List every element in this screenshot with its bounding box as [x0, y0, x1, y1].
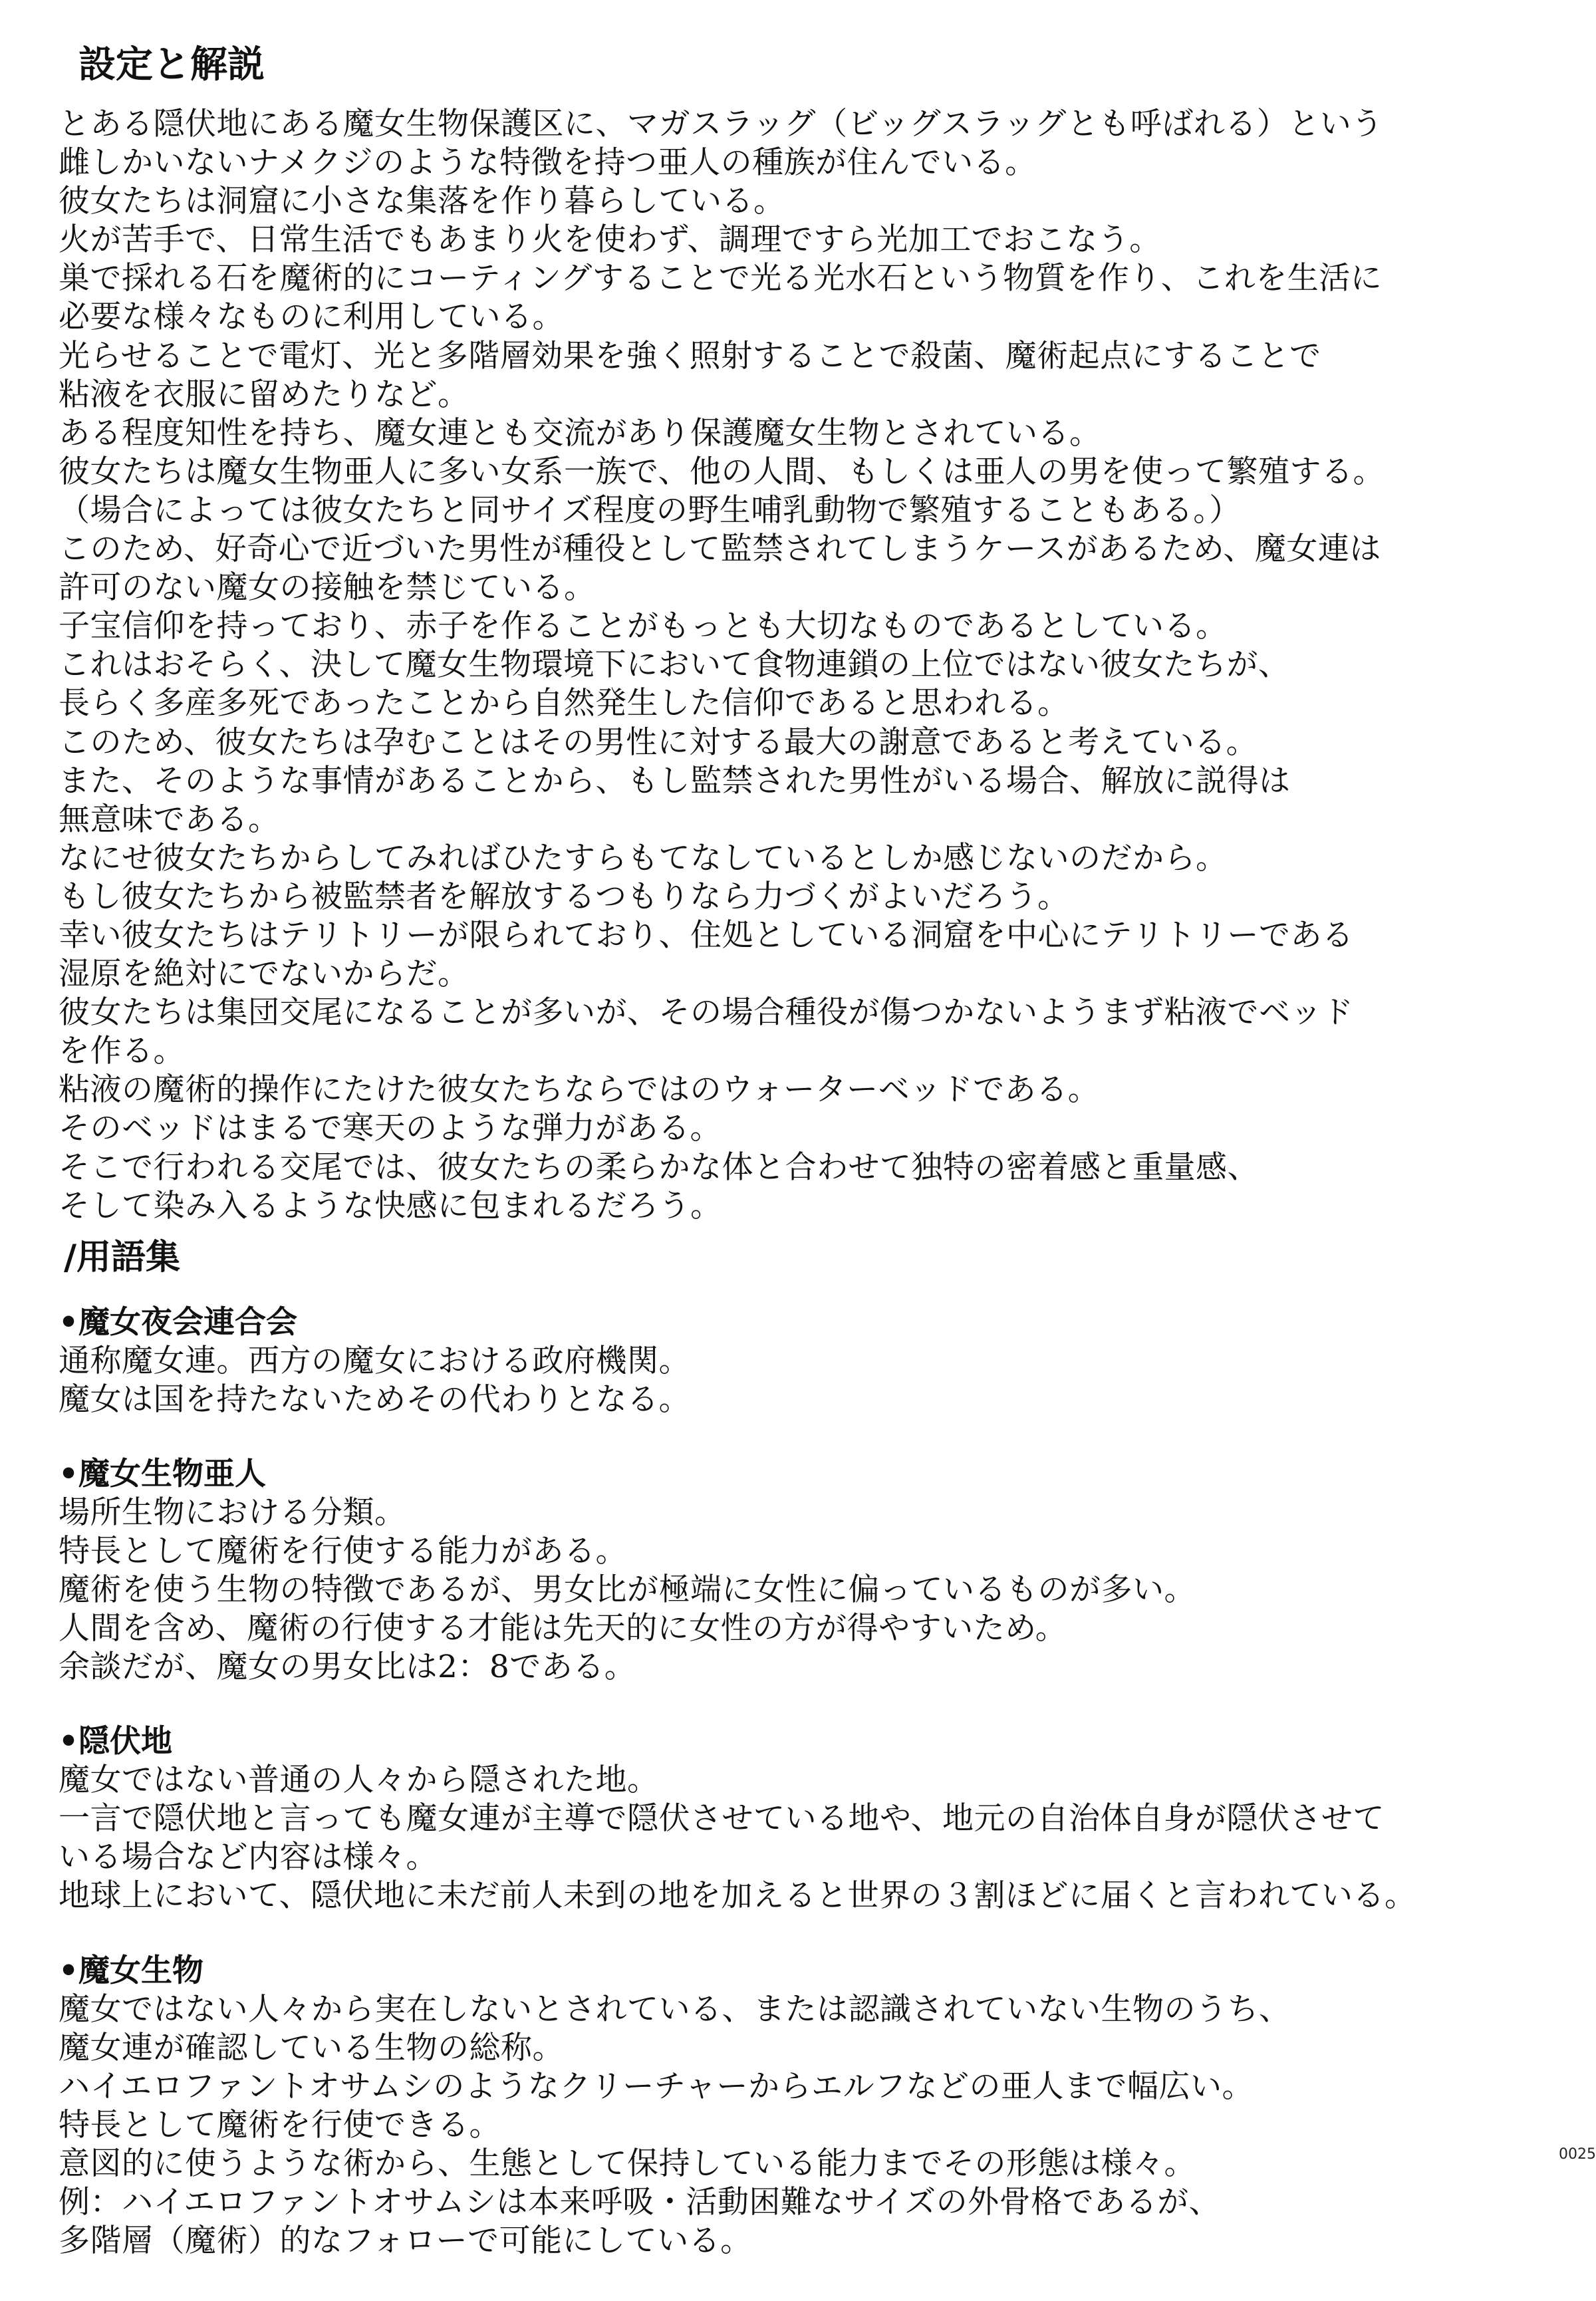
intro-line: 許可のない魔女の接触を禁じている。 [59, 569, 596, 607]
intro-line: 雌しかいないナメクジのような特徴を持つ亜人の種族が住んでいる。 [59, 144, 1037, 182]
intro-line: ある程度知性を持ち、魔女連とも交流があり保護魔女生物とされている。 [59, 414, 1101, 452]
page-heading: 設定と解説 [78, 43, 265, 86]
glossary-line: ハイエロファントオサムシのようなクリーチャーからエルフなどの亜人まで幅広い。 [59, 2068, 1254, 2105]
glossary-term-title: •魔女生物亜人 [59, 1456, 267, 1492]
glossary-line: 魔女は国を持たないためその代わりとなる。 [59, 1381, 690, 1418]
intro-line: このため、彼女たちは孕むことはその男性に対する最大の謝意であると考えている。 [59, 724, 1258, 761]
intro-line: もし彼女たちから被監禁者を解放するつもりなら力づくがよいだろう。 [59, 878, 1069, 915]
intro-line: 粘液の魔術的操作にたけた彼女たちならではのウォーターベッドである。 [59, 1071, 1100, 1109]
intro-text [59, 105, 1385, 1226]
glossary-line: 多階層（魔術）的なフォローで可能にしている。 [59, 2223, 752, 2259]
intro-line: （場合によっては彼女たちと同サイズ程度の野生哺乳動物で繁殖することもある。） [59, 491, 1241, 529]
glossary-line: 魔術を使う生物の特徴であるが、男女比が極端に女性に偏っているものが多い。 [59, 1571, 1196, 1608]
glossary-term-body [59, 1761, 1416, 1915]
intro-line: 彼女たちは集団交尾になることが多いが、その場合種役が傷つかないようまず粘液でベッド [59, 994, 1354, 1031]
glossary-term-title: •魔女夜会連合会 [59, 1304, 298, 1341]
glossary-line: 人間を含め、魔術の行使する才能は先天的に女性の方が得やすいため。 [59, 1610, 1067, 1647]
glossary-term [59, 1455, 1196, 1687]
page-number: 0025 [1559, 2146, 1596, 2163]
intro-line: を作る。 [59, 1033, 185, 1070]
intro-line: 長らく多産多死であったことから自然発生した信仰であると思われる。 [59, 685, 1069, 722]
intro-line: また、そのような事情があることから、もし監禁された男性がいる場合、解放に説得は [59, 762, 1291, 799]
intro-line: 光らせることで電灯、光と多階層効果を強く照射することで殺菌、魔術起点にすることで [59, 337, 1321, 374]
intro-line: とある隠伏地にある魔女生物保護区に、マガスラッグ（ビッグスラッグとも呼ばれる）という [59, 106, 1383, 142]
intro-line: 幸い彼女たちはテリトリーが限られており、住処としている洞窟を中心にテリトリーである [59, 916, 1354, 954]
glossary-term-body [59, 1990, 1291, 2260]
glossary-term-body [59, 1494, 1196, 1687]
intro-line: 粘液を衣服に留めたりなど。 [59, 376, 469, 413]
intro-line: 彼女たちは洞窟に小さな集落を作り暮らしている。 [59, 183, 785, 220]
intro-line: このため、好奇心で近づいた男性が種役として監禁されてしまうケースがあるため、魔女連は [59, 531, 1381, 568]
intro-line: 彼女たちは魔女生物亜人に多い女系一族で、他の人間、もしくは亜人の男を使って繁殖する。 [59, 453, 1385, 490]
glossary-line: 特長として魔術を行使する能力がある。 [59, 1533, 627, 1569]
glossary-line: 一言で隠伏地と言っても魔女連が主導で隠伏させている地や、地元の自治体自身が隠伏させて [59, 1800, 1385, 1837]
intro-line: 火が苦手で、日常生活でもあまり火を使わず、調理ですら光加工でおこなう。 [59, 221, 1161, 259]
glossary-line: 特長として魔術を行使できる。 [59, 2107, 501, 2143]
glossary-line: 通称魔女連。西方の魔女における政府機関。 [59, 1343, 690, 1379]
glossary-term-title: •隠伏地 [59, 1723, 173, 1760]
glossary-term-title: •魔女生物 [59, 1953, 204, 1989]
glossary-term [59, 1303, 690, 1419]
intro-line: なにせ彼女たちからしてみればひたすらもてなしているとしか感じないのだから。 [59, 839, 1228, 877]
glossary-line: 場所生物における分類。 [59, 1494, 406, 1531]
glossary-term [59, 1722, 1416, 1915]
glossary-line: 魔女ではない人々から実在しないとされている、または認識されていない生物のうち、 [59, 1991, 1291, 2028]
glossary-line: 余談だが、魔女の男女比は2：8である。 [59, 1649, 636, 1685]
intro-line: 湿原を絶対にでないからだ。 [59, 956, 469, 993]
glossary-line: 意図的に使うような術から、生態として保持している能力までその形態は様々。 [59, 2145, 1196, 2182]
glossary-term [59, 1952, 1291, 2260]
intro-line: 子宝信仰を持っており、赤子を作ることがもっとも大切なものであるとしている。 [59, 608, 1228, 645]
intro-line: 巣で採れる石を魔術的にコーティングすることで光る光水石という物質を作り、これを生活に [59, 260, 1383, 297]
intro-line: そして染み入るような快感に包まれるだろう。 [59, 1187, 722, 1224]
glossary-line: 魔女連が確認している生物の総称。 [59, 2030, 564, 2066]
glossary-heading: /用語集 [64, 1238, 180, 1278]
glossary-line: いる場合など内容は様々。 [59, 1839, 438, 1875]
intro-line: 必要な様々なものに利用している。 [59, 299, 564, 336]
intro-line: そこで行われる交尾では、彼女たちの柔らかな体と合わせて独特の密着感と重量感、 [59, 1149, 1259, 1186]
glossary-line: 魔女ではない普通の人々から隠された地。 [59, 1762, 659, 1798]
glossary-line: 例：ハイエロファントオサムシは本来呼吸・活動困難なサイズの外骨格であるが、 [59, 2184, 1221, 2221]
intro-line: 無意味である。 [59, 801, 280, 838]
glossary-line: 地球上において、隠伏地に未だ前人未到の地を加えると世界の３割ほどに届くと言われている。 [59, 1877, 1416, 1914]
intro-line: そのベッドはまるで寒天のような弾力がある。 [59, 1110, 722, 1147]
glossary-term-body [59, 1342, 690, 1419]
intro-line: これはおそらく、決して魔女生物環境下において食物連鎖の上位ではない彼女たちが、 [59, 646, 1290, 684]
